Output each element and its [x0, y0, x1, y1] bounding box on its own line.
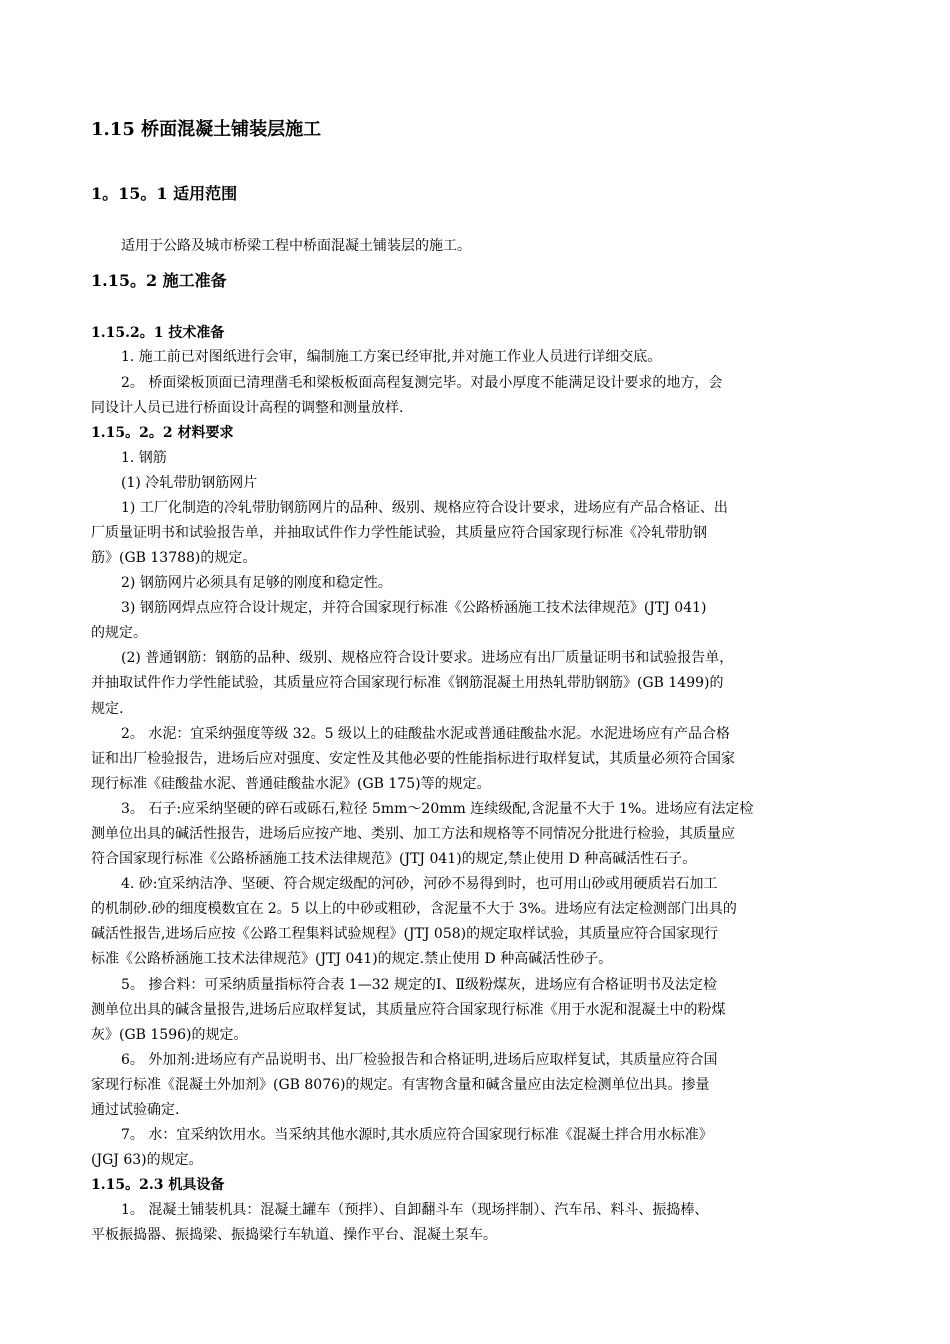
- paragraph-line: 通过试验确定.: [91, 1102, 180, 1118]
- paragraph-line: 2。 水泥：宜采纳强度等级 32。5 级以上的硅酸盐水泥或普通硅酸盐水泥。水泥进场应有产品合格: [121, 726, 730, 742]
- paragraph-line: 现行标准《硅酸盐水泥、普通硅酸盐水泥》(GB 175)等的规定。: [91, 776, 491, 792]
- paragraph-line: (2) 普通钢筋：钢筋的品种、级别、规格应符合设计要求。进场应有出厂质量证明书和试验报告单，: [121, 650, 734, 666]
- paragraph-line: 筋》(GB 13788)的规定。: [91, 550, 257, 566]
- paragraph-line: 并抽取试件作力学性能试验，其质量应符合国家现行标准《钢筋混凝土用热轧带肋钢筋》(GB 1499)的: [91, 675, 724, 691]
- paragraph-line: 测单位出具的碱活性报告，进场后应按产地、类别、加工方法和规格等不同情况分批进行检验，其质量应: [91, 826, 735, 842]
- paragraph-line: 1) 工厂化制造的冷轧带肋钢筋网片的品种、级别、规格应符合设计要求，进场应有产品合格证、出: [121, 500, 728, 516]
- paragraph-line: 6。 外加剂:进场应有产品说明书、出厂检验报告和合格证明,进场后应取样复试，其质量应符合国: [121, 1052, 718, 1068]
- paragraph-line: 平板振捣器、振捣梁、振捣梁行车轨道、操作平台、混凝土泵车。: [91, 1227, 497, 1243]
- paragraph-line: 2) 钢筋网片必须具有足够的刚度和稳定性。: [121, 575, 392, 591]
- paragraph-line: 灰》(GB 1596)的规定。: [91, 1027, 248, 1043]
- paragraph-line: 同设计人员已进行桥面设计高程的调整和测量放样.: [91, 400, 404, 416]
- paragraph-line: 4. 砂:宜采纳洁净、坚硬、符合规定级配的河砂，河砂不易得到时，也可用山砂或用硬质岩石加工: [121, 876, 718, 892]
- paragraph-line: 测单位出具的碱含量报告,进场后应取样复试，其质量应符合国家现行标准《用于水泥和混凝土中的粉煤: [91, 1002, 726, 1018]
- paragraph-line: 厂质量证明书和试验报告单，并抽取试件作力学性能试验，其质量应符合国家现行标准《冷轧带肋钢: [91, 525, 707, 541]
- subsection-heading-equipment: 1.15。2.3 机具设备: [91, 1177, 225, 1193]
- paragraph-line: 3。 石子:应采纳坚硬的碎石或砾石,粒径 5mm～20mm 连续级配,含泥量不大于 1%。进场应有法定检: [121, 801, 754, 817]
- section-heading-preparation: 1.15。2 施工准备: [91, 271, 227, 290]
- paragraph-line: 3) 钢筋网焊点应符合设计规定，并符合国家现行标准《公路桥涵施工技术法律规范》(JTJ 041): [121, 600, 707, 616]
- paragraph-line: 的机制砂.砂的细度模数宜在 2。5 以上的中砂或粗砂，含泥量不大于 3%。进场应有法定检测部门出具的: [91, 901, 737, 917]
- paragraph-line: 1. 钢筋: [121, 450, 167, 466]
- paragraph-line: 证和出厂检验报告，进场后应对强度、安定性及其他必要的性能指标进行取样复试，其质量必须符合国家: [91, 751, 735, 767]
- paragraph-line: 规定.: [91, 701, 124, 717]
- paragraph-line: (JGJ 63)的规定。: [91, 1152, 203, 1168]
- paragraph: 适用于公路及城市桥梁工程中桥面混凝土铺装层的施工。: [121, 238, 471, 254]
- paragraph-line: (1) 冷轧带肋钢筋网片: [121, 475, 258, 491]
- paragraph-line: 1。 混凝土铺装机具：混凝土罐车（预拌）、自卸翻斗车（现场拌制）、汽车吊、料斗、振捣棒、: [121, 1202, 709, 1218]
- paragraph-line: 的规定。: [91, 625, 147, 641]
- subsection-heading-tech: 1.15.2。1 技术准备: [91, 325, 225, 341]
- paragraph-line: 碱活性报告,进场后应按《公路工程集料试验规程》(JTJ 058)的规定取样试验，其质量应符合国家现行: [91, 926, 719, 942]
- paragraph-line: 7。 水：宜采纳饮用水。当采纳其他水源时,其水质应符合国家现行标准《混凝土拌合用水标准》: [121, 1127, 713, 1143]
- paragraph-line: 2。 桥面梁板顶面已清理凿毛和梁板板面高程复测完毕。对最小厚度不能满足设计要求的地方，会: [121, 375, 723, 391]
- paragraph-line: 家现行标准《混凝土外加剂》(GB 8076)的规定。有害物含量和碱含量应由法定检测单位出具。掺量: [91, 1077, 710, 1093]
- paragraph-line: 符合国家现行标准《公路桥涵施工技术法律规范》(JTJ 041)的规定,禁止使用 D 种高碱活性石子。: [91, 851, 697, 867]
- document-title: 1.15 桥面混凝土铺装层施工: [91, 119, 322, 140]
- subsection-heading-materials: 1.15。2。2 材料要求: [91, 425, 234, 441]
- section-heading-scope: 1。15。1 适用范围: [91, 184, 238, 203]
- paragraph-line: 1. 施工前已对图纸进行会审，编制施工方案已经审批,并对施工作业人员进行详细交底。: [121, 349, 662, 365]
- paragraph-line: 5。 掺合料：可采纳质量指标符合表 1—32 规定的Ⅰ、Ⅱ级粉煤灰，进场应有合格证明书及法定检: [121, 977, 718, 993]
- paragraph-line: 标准《公路桥涵施工技术法律规范》(JTJ 041)的规定.禁止使用 D 种高碱活性砂子。: [91, 951, 613, 967]
